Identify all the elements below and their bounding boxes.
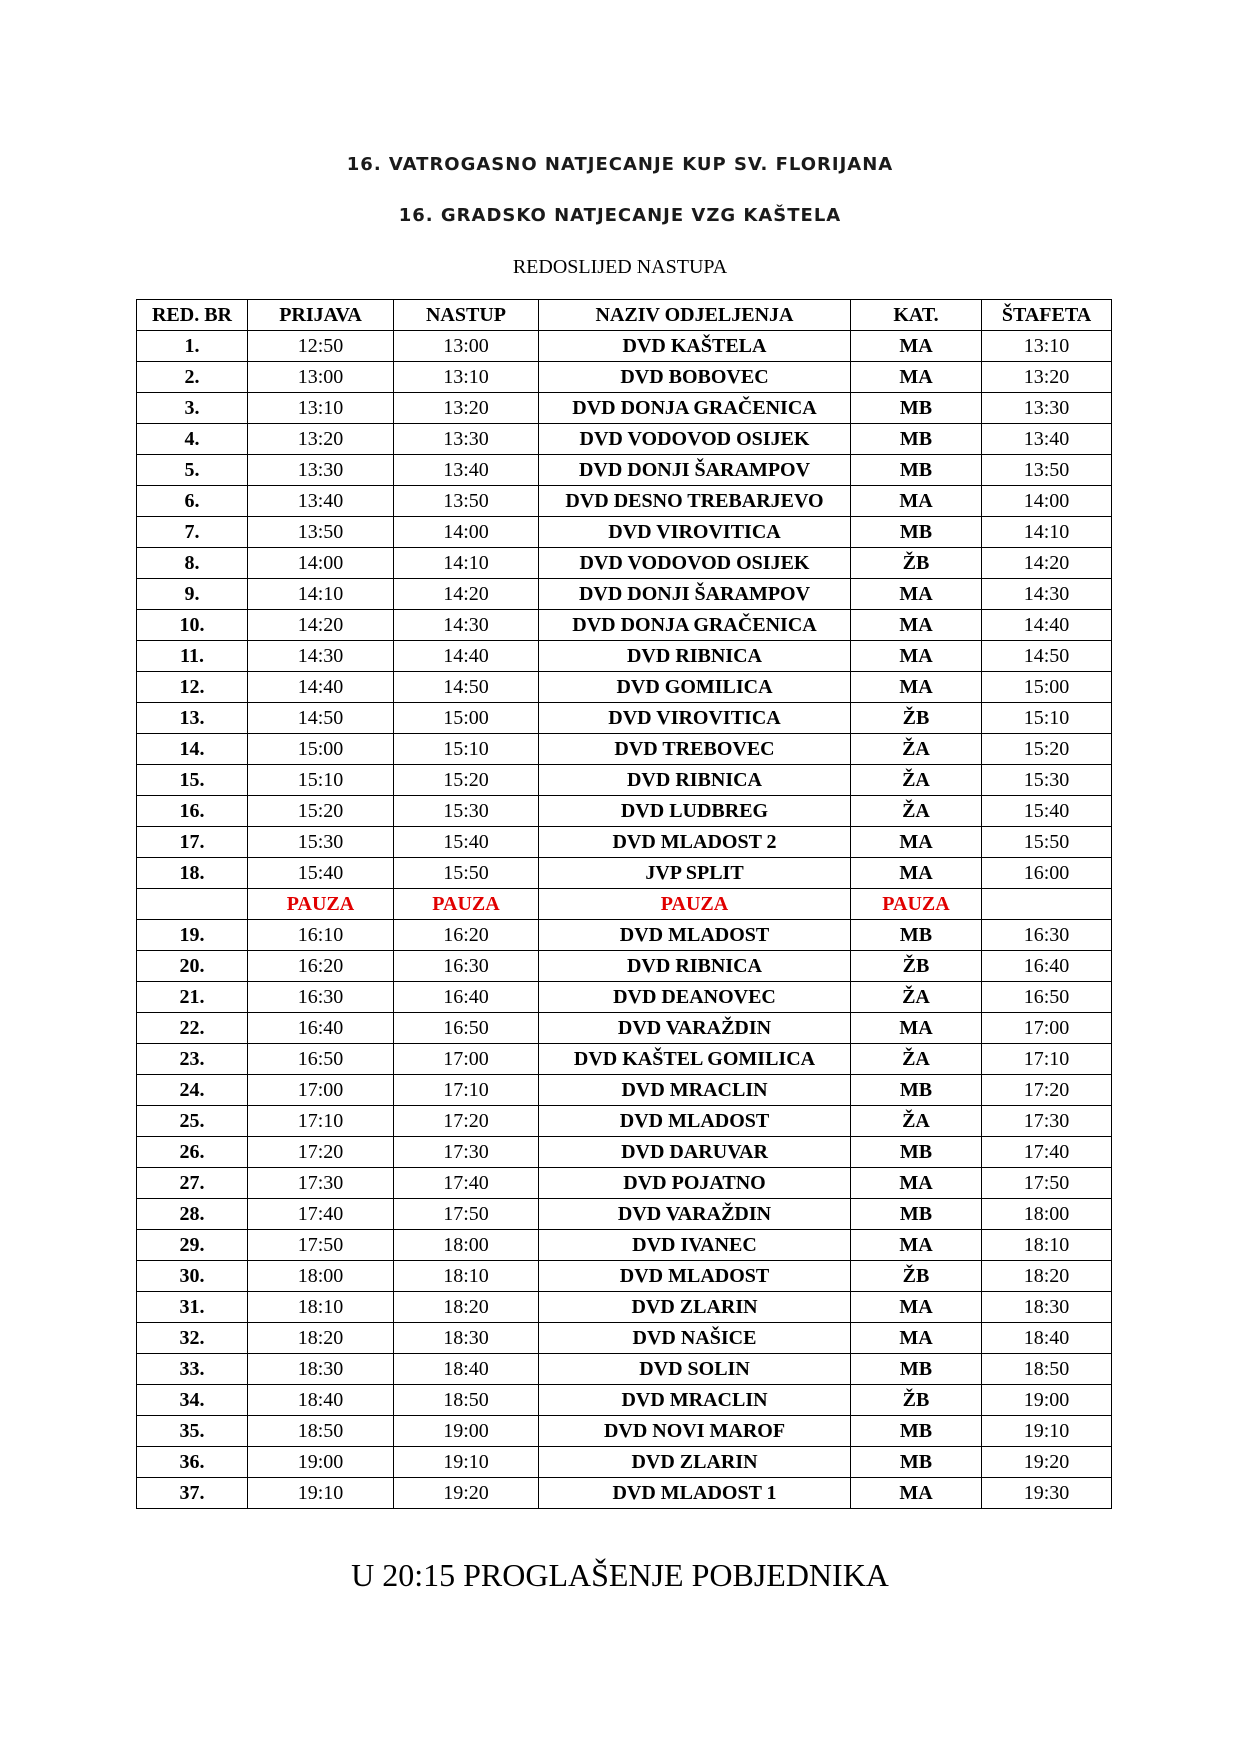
table-row: [137, 920, 1112, 951]
column-header-stafeta: ŠTAFETA: [982, 300, 1112, 331]
cell-nastup: 19:20: [394, 1478, 539, 1509]
table-row: [137, 734, 1112, 765]
cell-prijava: 16:50: [248, 1044, 394, 1075]
table-row: [137, 951, 1112, 982]
cell-nastup: 14:50: [394, 672, 539, 703]
cell-prijava: 17:40: [248, 1199, 394, 1230]
cell-kat: ŽA: [851, 765, 982, 796]
cell-kat: ŽB: [851, 548, 982, 579]
table-row: [137, 765, 1112, 796]
cell-red-br: 18.: [137, 858, 248, 889]
cell-prijava: 13:10: [248, 393, 394, 424]
cell-prijava: 17:50: [248, 1230, 394, 1261]
cell-prijava: 17:10: [248, 1106, 394, 1137]
cell-naziv: DVD RIBNICA: [539, 765, 851, 796]
table-row: [137, 1168, 1112, 1199]
cell-nastup: 15:40: [394, 827, 539, 858]
cell-red-br: 37.: [137, 1478, 248, 1509]
cell-prijava: 15:00: [248, 734, 394, 765]
cell-stafeta: 15:40: [982, 796, 1112, 827]
cell-red-br: 24.: [137, 1075, 248, 1106]
cell-red-br: 23.: [137, 1044, 248, 1075]
cell-prijava: 14:30: [248, 641, 394, 672]
cell-naziv: DVD NOVI MAROF: [539, 1416, 851, 1447]
table-row: [137, 796, 1112, 827]
cell-nastup: 13:00: [394, 331, 539, 362]
cell-red-br: 30.: [137, 1261, 248, 1292]
cell-naziv: DVD VODOVOD OSIJEK: [539, 424, 851, 455]
cell-prijava: 12:50: [248, 331, 394, 362]
cell-nastup: 16:40: [394, 982, 539, 1013]
cell-stafeta: 14:40: [982, 610, 1112, 641]
cell-red-br: 35.: [137, 1416, 248, 1447]
cell-prijava: 13:30: [248, 455, 394, 486]
table-row: [137, 610, 1112, 641]
cell-kat: MA: [851, 1013, 982, 1044]
cell-nastup: 18:20: [394, 1292, 539, 1323]
cell-kat: MB: [851, 1199, 982, 1230]
cell-stafeta: 15:30: [982, 765, 1112, 796]
table-row: [137, 1261, 1112, 1292]
cell-red-br: 7.: [137, 517, 248, 548]
cell-stafeta: 17:40: [982, 1137, 1112, 1168]
table-row: [137, 703, 1112, 734]
table-header-row: [137, 300, 1112, 331]
cell-nastup: 17:00: [394, 1044, 539, 1075]
cell-kat: ŽA: [851, 1044, 982, 1075]
cell-kat: MA: [851, 672, 982, 703]
cell-prijava: 13:00: [248, 362, 394, 393]
table-row: [137, 1292, 1112, 1323]
cell-red-br: 15.: [137, 765, 248, 796]
cell-prijava: 18:50: [248, 1416, 394, 1447]
cell-red-br: 12.: [137, 672, 248, 703]
table-row: [137, 858, 1112, 889]
cell-nastup: 14:20: [394, 579, 539, 610]
cell-red-br: 25.: [137, 1106, 248, 1137]
cell-prijava: 16:30: [248, 982, 394, 1013]
cell-nastup: 17:10: [394, 1075, 539, 1106]
cell-naziv: DVD MLADOST: [539, 1106, 851, 1137]
cell-red-br: 11.: [137, 641, 248, 672]
table-row: [137, 641, 1112, 672]
cell-nastup: 14:40: [394, 641, 539, 672]
cell-kat: ŽB: [851, 1261, 982, 1292]
cell-nastup: 18:00: [394, 1230, 539, 1261]
cell-red-br: 4.: [137, 424, 248, 455]
table-row: [137, 486, 1112, 517]
cell-kat: MA: [851, 1323, 982, 1354]
cell-stafeta: 16:30: [982, 920, 1112, 951]
table-row: [137, 1416, 1112, 1447]
cell-kat: MA: [851, 641, 982, 672]
cell-kat: MB: [851, 1447, 982, 1478]
cell-prijava: 15:10: [248, 765, 394, 796]
cell-kat: ŽB: [851, 951, 982, 982]
cell-stafeta: 13:40: [982, 424, 1112, 455]
cell-naziv: DVD POJATNO: [539, 1168, 851, 1199]
table-row: [137, 1385, 1112, 1416]
cell-stafeta: 19:00: [982, 1385, 1112, 1416]
cell-naziv: DVD MLADOST: [539, 920, 851, 951]
cell-stafeta: 16:00: [982, 858, 1112, 889]
cell-nastup: 19:00: [394, 1416, 539, 1447]
cell-nastup: 16:50: [394, 1013, 539, 1044]
cell-naziv: PAUZA: [539, 889, 851, 920]
cell-nastup: 13:10: [394, 362, 539, 393]
cell-prijava: 18:30: [248, 1354, 394, 1385]
cell-prijava: 14:00: [248, 548, 394, 579]
cell-nastup: 15:10: [394, 734, 539, 765]
cell-red-br: 34.: [137, 1385, 248, 1416]
cell-naziv: DVD MRACLIN: [539, 1385, 851, 1416]
cell-stafeta: 17:30: [982, 1106, 1112, 1137]
cell-stafeta: 17:10: [982, 1044, 1112, 1075]
table-row: [137, 1354, 1112, 1385]
cell-naziv: DVD DONJI ŠARAMPOV: [539, 455, 851, 486]
cell-stafeta: 13:20: [982, 362, 1112, 393]
cell-kat: ŽA: [851, 982, 982, 1013]
cell-nastup: PAUZA: [394, 889, 539, 920]
cell-kat: ŽB: [851, 1385, 982, 1416]
cell-prijava: 16:10: [248, 920, 394, 951]
cell-kat: MA: [851, 858, 982, 889]
cell-kat: PAUZA: [851, 889, 982, 920]
cell-stafeta: 18:10: [982, 1230, 1112, 1261]
cell-red-br: 21.: [137, 982, 248, 1013]
cell-kat: ŽA: [851, 1106, 982, 1137]
cell-nastup: 13:20: [394, 393, 539, 424]
cell-nastup: 13:50: [394, 486, 539, 517]
cell-naziv: DVD VODOVOD OSIJEK: [539, 548, 851, 579]
cell-red-br: 19.: [137, 920, 248, 951]
cell-prijava: 18:40: [248, 1385, 394, 1416]
cell-nastup: 18:10: [394, 1261, 539, 1292]
cell-prijava: 18:20: [248, 1323, 394, 1354]
cell-naziv: DVD ZLARIN: [539, 1292, 851, 1323]
cell-nastup: 15:50: [394, 858, 539, 889]
cell-kat: MA: [851, 579, 982, 610]
cell-prijava: 15:40: [248, 858, 394, 889]
table-row: [137, 548, 1112, 579]
cell-naziv: DVD DARUVAR: [539, 1137, 851, 1168]
cell-stafeta: 16:50: [982, 982, 1112, 1013]
cell-red-br: 8.: [137, 548, 248, 579]
cell-stafeta: 14:00: [982, 486, 1112, 517]
cell-stafeta: 17:00: [982, 1013, 1112, 1044]
announcement-footer: U 20:15 PROGLAŠENJE POBJEDNIKA: [351, 1557, 889, 1593]
cell-stafeta: 16:40: [982, 951, 1112, 982]
cell-red-br: 2.: [137, 362, 248, 393]
cell-prijava: 13:20: [248, 424, 394, 455]
cell-red-br: 29.: [137, 1230, 248, 1261]
cell-nastup: 14:00: [394, 517, 539, 548]
cell-stafeta: 19:20: [982, 1447, 1112, 1478]
column-header-red-br: RED. BR: [137, 300, 248, 331]
table-row: [137, 1137, 1112, 1168]
document-subtitle: 16. GRADSKO NATJECANJE VZG KAŠTELA: [398, 205, 842, 226]
cell-red-br: 32.: [137, 1323, 248, 1354]
cell-red-br: 17.: [137, 827, 248, 858]
cell-red-br: 33.: [137, 1354, 248, 1385]
cell-naziv: DVD SOLIN: [539, 1354, 851, 1385]
cell-stafeta: 18:40: [982, 1323, 1112, 1354]
cell-stafeta: 15:00: [982, 672, 1112, 703]
cell-kat: ŽA: [851, 734, 982, 765]
cell-prijava: 17:20: [248, 1137, 394, 1168]
column-header-naziv-odjeljenja: NAZIV ODJELJENJA: [539, 300, 851, 331]
cell-stafeta: 15:20: [982, 734, 1112, 765]
cell-stafeta: 18:20: [982, 1261, 1112, 1292]
cell-prijava: 14:10: [248, 579, 394, 610]
cell-nastup: 14:10: [394, 548, 539, 579]
cell-prijava: 14:50: [248, 703, 394, 734]
table-row: [137, 827, 1112, 858]
cell-naziv: DVD MRACLIN: [539, 1075, 851, 1106]
cell-naziv: DVD DONJI ŠARAMPOV: [539, 579, 851, 610]
table-row: [137, 1199, 1112, 1230]
cell-prijava: 13:40: [248, 486, 394, 517]
column-header-kat: KAT.: [851, 300, 982, 331]
table-row: [137, 455, 1112, 486]
table-row: [137, 331, 1112, 362]
cell-red-br: 6.: [137, 486, 248, 517]
cell-kat: MB: [851, 920, 982, 951]
table-row: [137, 362, 1112, 393]
cell-stafeta: 15:50: [982, 827, 1112, 858]
cell-nastup: 15:00: [394, 703, 539, 734]
cell-nastup: 16:20: [394, 920, 539, 951]
cell-kat: ŽA: [851, 796, 982, 827]
cell-nastup: 19:10: [394, 1447, 539, 1478]
cell-nastup: 13:40: [394, 455, 539, 486]
cell-kat: MA: [851, 827, 982, 858]
cell-nastup: 18:50: [394, 1385, 539, 1416]
cell-nastup: 18:30: [394, 1323, 539, 1354]
cell-stafeta: 14:50: [982, 641, 1112, 672]
cell-naziv: DVD TREBOVEC: [539, 734, 851, 765]
cell-prijava: 19:10: [248, 1478, 394, 1509]
cell-naziv: DVD VARAŽDIN: [539, 1199, 851, 1230]
cell-kat: ŽB: [851, 703, 982, 734]
cell-prijava: 15:30: [248, 827, 394, 858]
cell-stafeta: 19:10: [982, 1416, 1112, 1447]
cell-naziv: DVD IVANEC: [539, 1230, 851, 1261]
cell-prijava: 18:10: [248, 1292, 394, 1323]
cell-stafeta: 18:00: [982, 1199, 1112, 1230]
cell-naziv: DVD MLADOST 1: [539, 1478, 851, 1509]
cell-kat: MA: [851, 1168, 982, 1199]
cell-red-br: 3.: [137, 393, 248, 424]
document-title: 16. VATROGASNO NATJECANJE KUP SV. FLORIJANA: [346, 154, 894, 175]
cell-naziv: DVD BOBOVEC: [539, 362, 851, 393]
cell-nastup: 16:30: [394, 951, 539, 982]
cell-kat: MB: [851, 1416, 982, 1447]
table-row: [137, 1230, 1112, 1261]
cell-kat: MB: [851, 1354, 982, 1385]
cell-naziv: JVP SPLIT: [539, 858, 851, 889]
table-row: [137, 424, 1112, 455]
cell-nastup: 15:30: [394, 796, 539, 827]
cell-nastup: 17:30: [394, 1137, 539, 1168]
cell-naziv: DVD LUDBREG: [539, 796, 851, 827]
cell-red-br: 27.: [137, 1168, 248, 1199]
cell-kat: MB: [851, 455, 982, 486]
cell-stafeta: 15:10: [982, 703, 1112, 734]
cell-stafeta: 13:50: [982, 455, 1112, 486]
cell-kat: MA: [851, 331, 982, 362]
cell-stafeta: 13:30: [982, 393, 1112, 424]
cell-nastup: 17:20: [394, 1106, 539, 1137]
cell-red-br: 9.: [137, 579, 248, 610]
cell-nastup: 17:40: [394, 1168, 539, 1199]
cell-prijava: 16:20: [248, 951, 394, 982]
table-row: [137, 1106, 1112, 1137]
table-row: [137, 982, 1112, 1013]
cell-stafeta: 18:50: [982, 1354, 1112, 1385]
table-row: [137, 1447, 1112, 1478]
cell-red-br: 13.: [137, 703, 248, 734]
cell-stafeta: 13:10: [982, 331, 1112, 362]
cell-stafeta: 14:30: [982, 579, 1112, 610]
cell-kat: MA: [851, 362, 982, 393]
cell-prijava: 15:20: [248, 796, 394, 827]
cell-naziv: DVD RIBNICA: [539, 951, 851, 982]
table-row: [137, 1044, 1112, 1075]
schedule-table: [136, 299, 1112, 1509]
cell-stafeta: 19:30: [982, 1478, 1112, 1509]
cell-red-br: 22.: [137, 1013, 248, 1044]
cell-kat: MA: [851, 1230, 982, 1261]
cell-prijava: 16:40: [248, 1013, 394, 1044]
cell-kat: MA: [851, 1292, 982, 1323]
cell-red-br: 31.: [137, 1292, 248, 1323]
cell-stafeta: 14:20: [982, 548, 1112, 579]
schedule-heading: REDOSLIJED NASTUPA: [512, 256, 728, 278]
cell-naziv: DVD VIROVITICA: [539, 703, 851, 734]
pause-row: [137, 889, 1112, 920]
table-body: [137, 331, 1112, 1509]
cell-stafeta: [982, 889, 1112, 920]
table-row: [137, 1075, 1112, 1106]
cell-stafeta: 17:50: [982, 1168, 1112, 1199]
cell-nastup: 13:30: [394, 424, 539, 455]
cell-stafeta: 14:10: [982, 517, 1112, 548]
cell-naziv: DVD RIBNICA: [539, 641, 851, 672]
cell-prijava: 14:40: [248, 672, 394, 703]
cell-nastup: 14:30: [394, 610, 539, 641]
cell-kat: MB: [851, 1075, 982, 1106]
cell-kat: MB: [851, 424, 982, 455]
cell-nastup: 18:40: [394, 1354, 539, 1385]
cell-prijava: 17:30: [248, 1168, 394, 1199]
table-row: [137, 1323, 1112, 1354]
cell-red-br: 16.: [137, 796, 248, 827]
cell-naziv: DVD DONJA GRAČENICA: [539, 393, 851, 424]
cell-naziv: DVD DESNO TREBARJEVO: [539, 486, 851, 517]
column-header-nastup: NASTUP: [394, 300, 539, 331]
cell-red-br: [137, 889, 248, 920]
cell-naziv: DVD MLADOST: [539, 1261, 851, 1292]
cell-red-br: 28.: [137, 1199, 248, 1230]
cell-naziv: DVD VARAŽDIN: [539, 1013, 851, 1044]
cell-red-br: 5.: [137, 455, 248, 486]
cell-kat: MA: [851, 610, 982, 641]
cell-kat: MA: [851, 486, 982, 517]
table-row: [137, 393, 1112, 424]
cell-naziv: DVD MLADOST 2: [539, 827, 851, 858]
cell-red-br: 14.: [137, 734, 248, 765]
table-row: [137, 1478, 1112, 1509]
cell-stafeta: 17:20: [982, 1075, 1112, 1106]
cell-naziv: DVD ZLARIN: [539, 1447, 851, 1478]
cell-red-br: 20.: [137, 951, 248, 982]
table-row: [137, 672, 1112, 703]
cell-red-br: 1.: [137, 331, 248, 362]
cell-prijava: 14:20: [248, 610, 394, 641]
cell-kat: MB: [851, 1137, 982, 1168]
column-header-prijava: PRIJAVA: [248, 300, 394, 331]
cell-red-br: 36.: [137, 1447, 248, 1478]
table-row: [137, 517, 1112, 548]
cell-naziv: DVD DONJA GRAČENICA: [539, 610, 851, 641]
cell-kat: MA: [851, 1478, 982, 1509]
cell-naziv: DVD NAŠICE: [539, 1323, 851, 1354]
cell-prijava: PAUZA: [248, 889, 394, 920]
cell-naziv: DVD GOMILICA: [539, 672, 851, 703]
table-row: [137, 1013, 1112, 1044]
cell-nastup: 15:20: [394, 765, 539, 796]
cell-prijava: 17:00: [248, 1075, 394, 1106]
cell-naziv: DVD DEANOVEC: [539, 982, 851, 1013]
cell-kat: MB: [851, 517, 982, 548]
cell-red-br: 26.: [137, 1137, 248, 1168]
table-row: [137, 579, 1112, 610]
cell-kat: MB: [851, 393, 982, 424]
cell-stafeta: 18:30: [982, 1292, 1112, 1323]
cell-naziv: DVD KAŠTELA: [539, 331, 851, 362]
cell-prijava: 13:50: [248, 517, 394, 548]
cell-red-br: 10.: [137, 610, 248, 641]
cell-naziv: DVD VIROVITICA: [539, 517, 851, 548]
cell-naziv: DVD KAŠTEL GOMILICA: [539, 1044, 851, 1075]
cell-nastup: 17:50: [394, 1199, 539, 1230]
cell-prijava: 18:00: [248, 1261, 394, 1292]
cell-prijava: 19:00: [248, 1447, 394, 1478]
